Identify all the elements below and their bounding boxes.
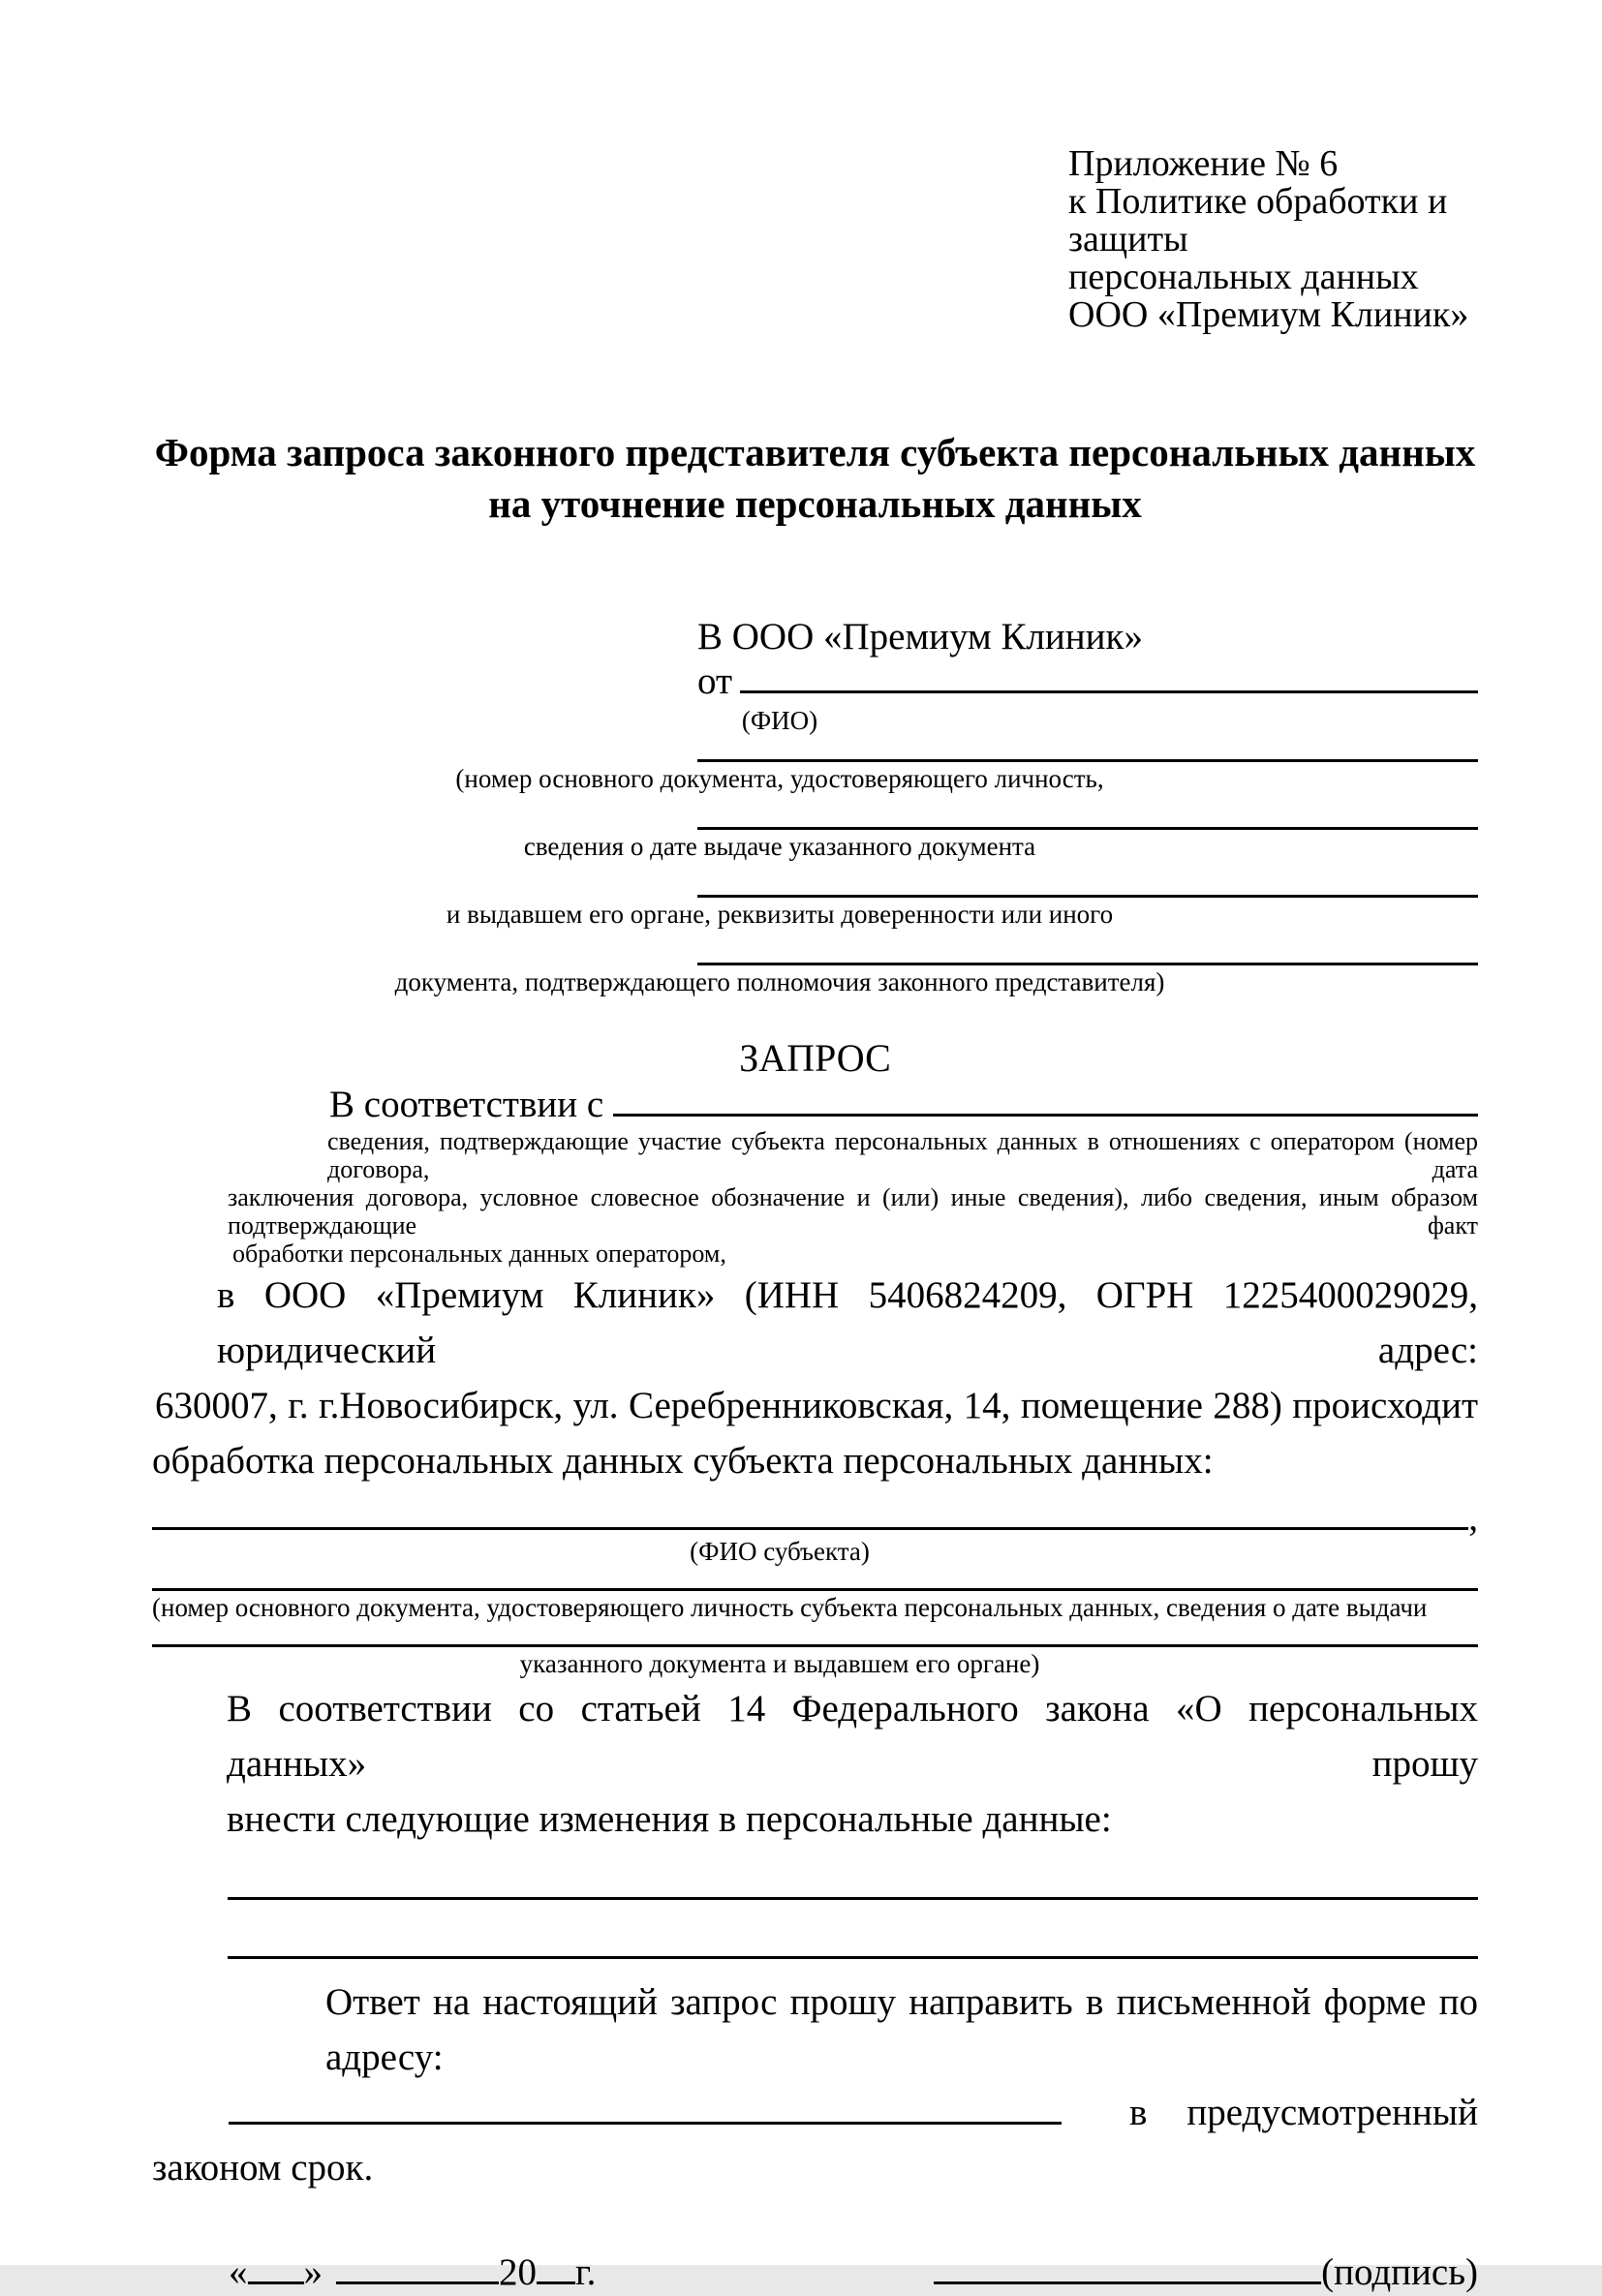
- addressee-to: В ООО «Премиум Клиник»: [697, 616, 1143, 658]
- law-line: внести следующие изменения в персональные данные:: [227, 1798, 1112, 1840]
- reply-line: Ответ на настоящий запрос прошу направить в письменной форме по адресу:: [325, 1981, 1478, 2078]
- subject-fio-comma: ,: [1468, 1497, 1478, 1539]
- blank-line: [697, 827, 1478, 830]
- blank-line-caption: (номер основного документа, удостоверяющего личность,: [455, 764, 1104, 793]
- operator-line: в ООО «Премиум Клиник» (ИНН 5406824209, ОГРН 1225400029029, юридический адрес:: [217, 1274, 1478, 1371]
- subject-doc-caption-row: [152, 1650, 1407, 1677]
- signature-field: [934, 2250, 1478, 2296]
- subject-doc-caption: указанного документа и выдавшем его органе): [519, 1649, 1040, 1678]
- reply-address-row: [229, 2085, 1478, 2140]
- signature-blank-line: [934, 2280, 1321, 2284]
- operator-paragraph: [152, 1268, 1478, 1488]
- subject-fio-blank-line: [152, 1525, 1468, 1530]
- blank-line: [697, 895, 1478, 898]
- blank-line: [697, 759, 1478, 762]
- fio-caption-row: [152, 707, 1407, 734]
- date-signature-row: [229, 2250, 1478, 2296]
- fio-caption: (ФИО): [741, 706, 818, 735]
- form-title-line: на уточнение персональных данных: [488, 481, 1142, 526]
- intro-blank-line: [613, 1112, 1478, 1117]
- operator-line: обработка персональных данных субъекта персональных данных:: [152, 1440, 1214, 1482]
- operator-line: 630007, г. г.Новосибирск, ул. Серебренниковская, 14, помещение 288) происходит: [155, 1385, 1478, 1426]
- changes-blank-line: [228, 1897, 1478, 1900]
- address-blank-line: [229, 2120, 1062, 2125]
- reply-line: законом срок.: [152, 2147, 374, 2189]
- subject-doc-blank-line: [152, 1588, 1478, 1591]
- reply-word-term: предусмотренный: [1186, 2092, 1478, 2133]
- blank-line: [697, 963, 1478, 965]
- open-quote: «: [229, 2251, 248, 2293]
- form-title: [152, 427, 1478, 530]
- date-field: [229, 2250, 596, 2296]
- year-suffix: г.: [575, 2251, 597, 2293]
- blank-line-caption: документа, подтверждающего полномочия законного представителя): [394, 967, 1165, 996]
- intro-row: [152, 1083, 1478, 1127]
- changes-blank-line: [228, 1956, 1478, 1959]
- close-quote: »: [303, 2251, 323, 2293]
- fine-print-line: сведения, подтверждающие участие субъекта персональных данных в отношениях с оператором (номер договора, дата: [327, 1127, 1478, 1183]
- law-paragraph: [152, 1681, 1478, 1847]
- reply-word-in: в: [1129, 2092, 1148, 2133]
- subject-doc-caption: (номер основного документа, удостоверяющего личность субъекта персональных данных, сведения о дате выдачи: [152, 1593, 1428, 1622]
- caption-row: [152, 901, 1407, 928]
- fine-print-line: обработки персональных данных оператором,: [232, 1240, 726, 1268]
- subject-fio-row: [152, 1497, 1478, 1539]
- subject-doc-blank-line: [152, 1644, 1478, 1647]
- fine-print-line: заключения договора, условное словесное обозначение и (или) иные сведения), либо сведения, иным образом подтверждающие факт: [228, 1183, 1478, 1240]
- appendix-block: [1068, 145, 1478, 334]
- caption-row: [152, 765, 1407, 792]
- caption-row: [152, 968, 1407, 995]
- caption-row: [152, 833, 1407, 860]
- from-row: [697, 659, 1478, 704]
- subject-fio-caption-row: [152, 1538, 1407, 1565]
- appendix-line: к Политике обработки и защиты: [1068, 181, 1448, 260]
- fine-print: [152, 1127, 1478, 1268]
- blank-line-caption: и выдавшем его органе, реквизиты доверенности или иного: [446, 900, 1114, 929]
- form-title-line: Форма запроса законного представителя субъекта персональных данных: [154, 430, 1476, 475]
- fio-blank-line: [740, 689, 1478, 693]
- month-blank-line: [336, 2280, 499, 2284]
- subject-doc-caption-row: [152, 1593, 1428, 1622]
- day-blank-line: [248, 2280, 304, 2284]
- appendix-line: ООО «Премиум Клиник»: [1068, 294, 1469, 335]
- law-line: В соответствии со статьей 14 Федерального закона «О персональных данных» прошу: [227, 1688, 1478, 1785]
- year-blank-line: [537, 2280, 575, 2284]
- year-prefix: 20: [499, 2251, 537, 2293]
- from-label: от: [697, 660, 733, 702]
- appendix-line: персональных данных: [1068, 257, 1419, 297]
- reply-paragraph: [152, 1975, 1478, 2195]
- blank-line-caption: сведения о дате выдаче указанного документа: [523, 832, 1036, 861]
- request-heading: ЗАПРОС: [739, 1036, 891, 1080]
- addressee-block: [697, 615, 1478, 704]
- signature-caption: (подпись): [1321, 2251, 1478, 2293]
- appendix-line: Приложение № 6: [1068, 143, 1339, 184]
- intro-prefix: В соответствии с: [329, 1084, 604, 1125]
- subject-fio-caption: (ФИО субъекта): [690, 1537, 870, 1566]
